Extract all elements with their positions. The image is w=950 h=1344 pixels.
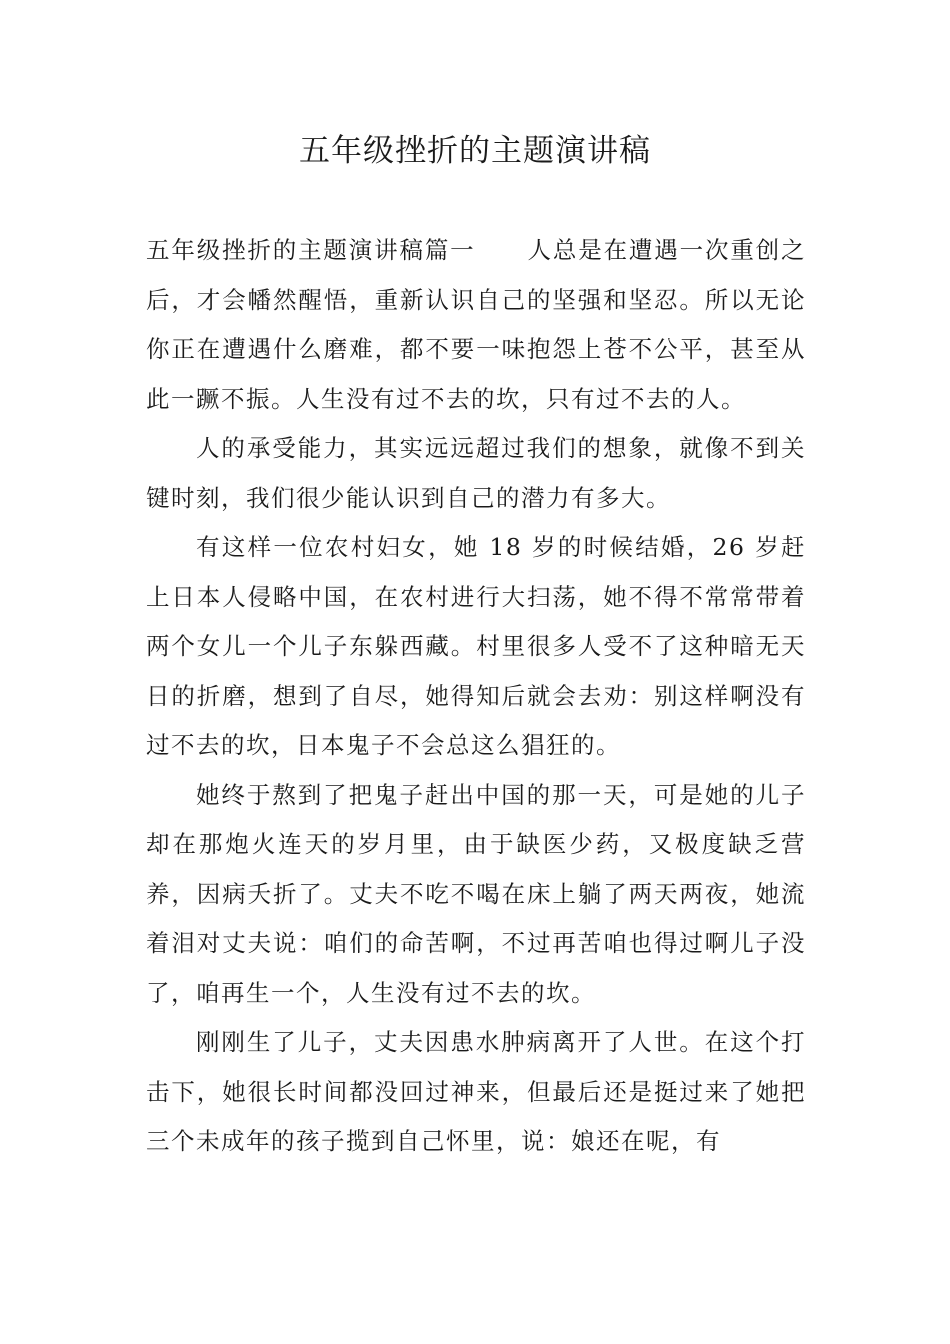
paragraph-2: 人的承受能力，其实远远超过我们的想象，就像不到关键时刻，我们很少能认识到自己的潜力有多大。 [146,434,806,512]
paragraph-1 [146,226,806,424]
document-body [146,226,806,1167]
paragraph-3: 有这样一位农村妇女，她 18 岁的时候结婚，26 岁赶上日本人侵略中国，在农村进行大扫荡，她不得不常常带着两个女儿一个儿子东躲西藏。村里很多人受不了这种暗无天日的折磨，想到了自尽，她得知后就会去劝：别这样啊没有过不去的坎，日本鬼子不会总这么猖狂的。 [146,533,806,759]
paragraph-4: 她终于熬到了把鬼子赶出中国的那一天，可是她的儿子却在那炮火连天的岁月里，由于缺医少药，又极度缺乏营养，因病夭折了。丈夫不吃不喝在床上躺了两天两夜，她流着泪对丈夫说：咱们的命苦啊，不过再苦咱也得过啊儿子没了，咱再生一个，人生没有过不去的坎。 [146,780,806,1007]
section-heading: 五年级挫折的主题演讲稿篇一 [146,236,476,264]
paragraph-1-text: 人总是在遭遇一次重创之后，才会幡然醒悟，重新认识自己的坚强和坚忍。所以无论你正在遭遇什么磨难，都不要一味抱怨上苍不公平，甚至从此一蹶不振。人生没有过不去的坎，只有过不去的人。 [146,236,807,413]
paragraph-5: 刚刚生了儿子，丈夫因患水肿病离开了人世。在这个打击下，她很长时间都没回过神来，但最后还是挺过来了她把三个未成年的孩子揽到自己怀里，说：娘还在呢，有 [146,1028,806,1155]
document-title: 五年级挫折的主题演讲稿 [299,133,651,169]
